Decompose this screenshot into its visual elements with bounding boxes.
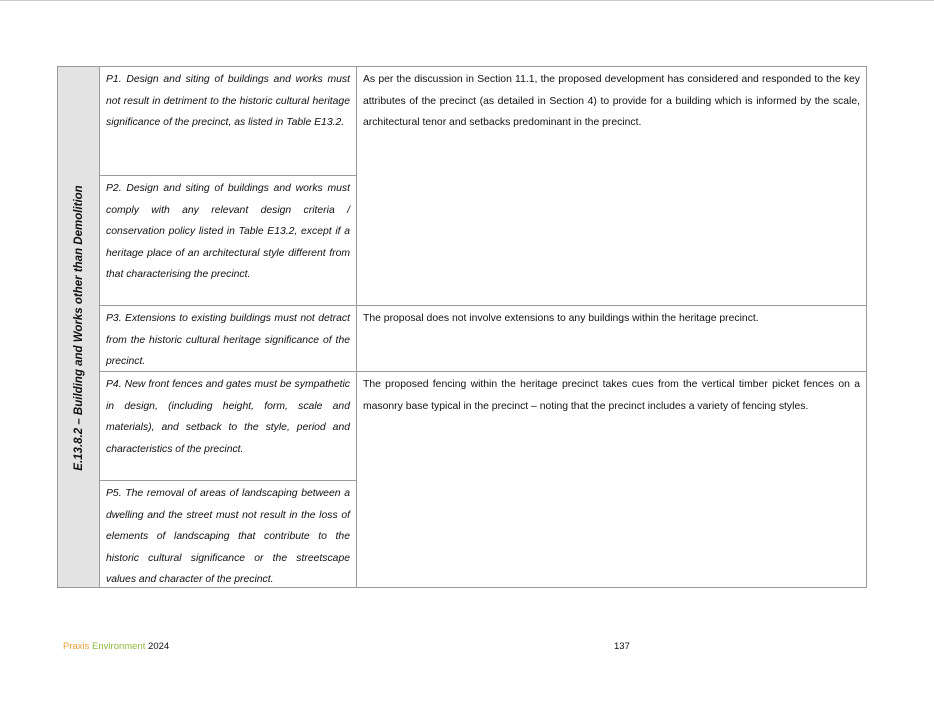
section-label-cell [58,67,100,587]
response-cell-p4-p5 [357,372,866,587]
criterion-cell-p1 [100,67,357,176]
criterion-text-p2: P2. Design and siting of buildings and works must comply with any relevant design criteria / conservation policy listed in Table E13.2, except if a heritage place of an architectural style different from that characterising the precinct. [106,183,350,281]
criterion-text-p1: P1. Design and siting of buildings and works must not result in detriment to the historic cultural heritage significance of the precinct, as listed in Table E13.2. [106,74,350,129]
page-number: 137 [614,641,630,652]
criterion-cell-p2 [100,176,357,306]
assessment-table [57,66,867,588]
response-cell-p1-p2 [357,67,866,306]
section-label: E.13.8.2 – Building and Works other than Demolition [73,185,85,471]
criterion-text-p4: P4. New front fences and gates must be sympathetic in design, (including height, form, scale and materials), and setback to the style, period and characteristics of the precinct. [106,379,350,455]
page-top-rule [0,0,934,1]
criterion-cell-p5 [100,481,357,587]
response-text-p4: The proposed fencing within the heritage precinct takes cues from the vertical timber picket fences on a masonry base typical in the precinct – noting that the precinct includes a variety of fencing styles. [363,379,860,412]
response-text-p1: As per the discussion in Section 11.1, the proposed development has considered and responded to the key attributes of the precinct (as detailed in Section 4) to provide for a building which is informed by the scale, architectural tenor and setbacks predominant in the precinct. [363,74,860,129]
response-text-p3: The proposal does not involve extensions to any buildings within the heritage precinct. [363,313,759,324]
response-cell-p3 [357,306,866,372]
footer-brand [63,641,169,652]
criterion-cell-p4 [100,372,357,481]
criterion-cell-p3 [100,306,357,372]
criterion-text-p3: P3. Extensions to existing buildings must not detract from the historic cultural heritage significance of the precinct. [106,313,350,368]
criterion-text-p5: P5. The removal of areas of landscaping between a dwelling and the street must not result in the loss of elements of landscaping that contribute to the historic cultural significance or the streetscape values and character of the precinct. [106,488,350,586]
footer-year: 2024 [148,641,170,652]
footer-brand-praxis: Praxis [63,641,90,652]
footer-brand-environment: Environment [92,641,146,652]
